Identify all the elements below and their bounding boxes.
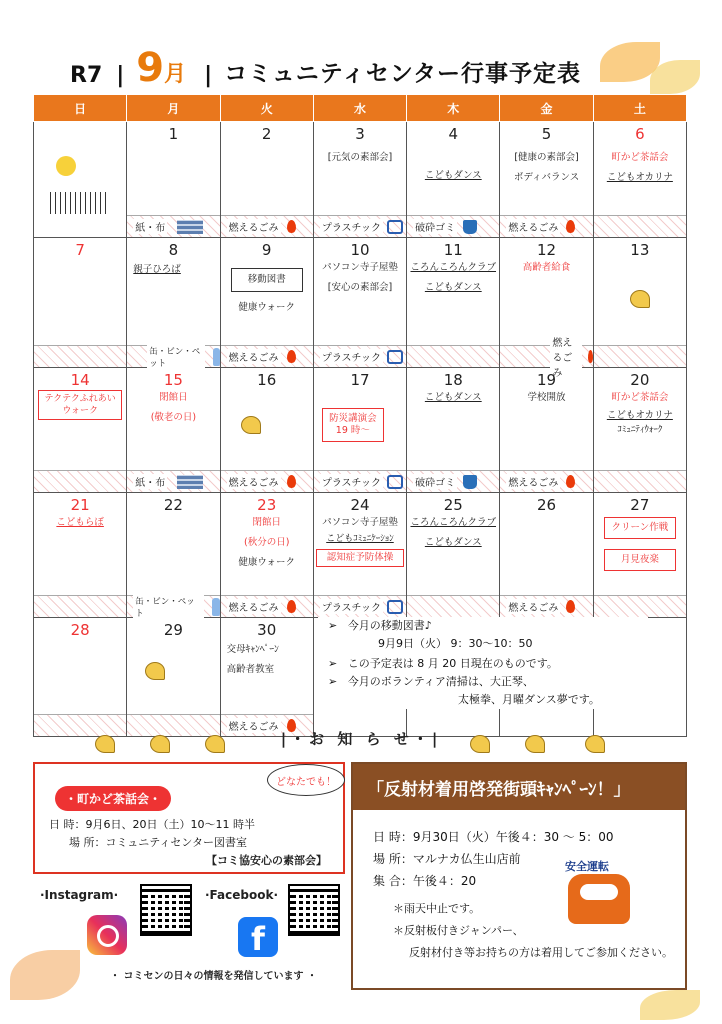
notice-heading: |・お 知 ら せ・| (280, 730, 442, 748)
calendar-day: 19 学校開放 燃えるごみ (500, 368, 593, 493)
calendar-day: 14 テクテクふれあい ウォーク (34, 368, 127, 493)
calendar-day: 11 ころんころんクラブ こどもダンス (407, 238, 500, 368)
recycle-icon (387, 600, 403, 614)
calendar-day: 13 (593, 238, 686, 368)
flame-icon (566, 600, 575, 613)
tea-party-title: ・町かど茶話会・ (55, 786, 171, 811)
garbage-collection: 破砕ゴミ (407, 470, 499, 492)
instagram-label: ·Instagram· (40, 888, 119, 902)
calendar-day: 24 パソコン寺子屋塾 こどもｺﾐｭﾆｹｰｼｮﾝ 認知症予防体操 プラスチック (313, 493, 406, 618)
paper-bundle-icon (177, 220, 203, 234)
calendar-day: 12 高齢者給食 燃えるごみ (500, 238, 593, 368)
monthly-info: ➢ 今月の移動図書♪ 9月9日（火） 9：30～10：50 ➢ この予定表は 8 月 20 日現在のものです。 ➢ 今月のボランティア清掃は、大正琴、 太極拳、月曜ダンス夢です。 (318, 617, 648, 709)
calendar-day: 26 燃えるごみ (500, 493, 593, 618)
garbage-collection: 燃えるごみ (221, 714, 313, 736)
garbage-collection: 燃えるごみ (500, 470, 592, 492)
bin-icon (463, 220, 477, 234)
weekday-header: 日 月 火 水 木 金 土 (34, 95, 687, 122)
calendar-day: 7 (34, 238, 127, 368)
garbage-collection: 燃えるごみ (500, 215, 592, 237)
flame-icon (588, 350, 593, 363)
garbage-collection: 紙・布 (127, 470, 219, 492)
flame-icon (287, 600, 296, 613)
facebook-icon[interactable]: f (238, 917, 278, 957)
calendar-day: 3 [元気の素部会] プラスチック (313, 122, 406, 238)
calendar-day: 28 (34, 618, 127, 737)
bottle-icon (212, 598, 220, 616)
calendar-day: 21 こどもらぼ (34, 493, 127, 618)
calendar-day: 29 (127, 618, 220, 737)
garbage-collection: プラスチック (314, 470, 406, 492)
car-icon (568, 874, 630, 924)
recycle-icon (387, 350, 403, 364)
autumn-leaf-decoration (640, 990, 700, 1020)
calendar-week (34, 238, 687, 368)
campaign-title: 「反射材着用啓発街頭ｷｬﾝﾍﾟｰﾝ！」 (353, 764, 685, 810)
speech-bubble: どなたでも！ (267, 764, 345, 796)
calendar-day: 15 閉館日 (敬老の日) 紙・布 (127, 368, 220, 493)
garbage-collection: 燃えるごみ (221, 470, 313, 492)
calendar-day (34, 122, 127, 238)
garbage-collection: 紙・布 (127, 215, 219, 237)
bottle-icon (213, 348, 219, 366)
garbage-collection: プラスチック (314, 595, 406, 617)
grass-illustration (50, 192, 110, 214)
calendar-day: 10 パソコン寺子屋塾 [安心の素部会] プラスチック (313, 238, 406, 368)
facebook-label: ·Facebook· (205, 888, 279, 902)
garbage-collection: 燃えるごみ (221, 215, 313, 237)
garbage-collection: 缶・ビン・ペット (127, 595, 219, 617)
calendar-week (34, 368, 687, 493)
ginkgo-leaf-icon (241, 416, 261, 434)
calendar-day: 23 閉館日 (秋分の日) 健康ウォーク 燃えるごみ (220, 493, 313, 618)
instagram-icon[interactable] (87, 915, 127, 955)
tea-party-notice: ・町かど茶話会・ どなたでも！ 日 時：9月6日、20日（土）10～11 時半 場 所：コミュニティセンター図書室 【コミ協安心の素部会】 (33, 762, 345, 874)
calendar-day: 9 移動図書 健康ウォーク 燃えるごみ (220, 238, 313, 368)
flame-icon (287, 475, 296, 488)
recycle-icon (387, 475, 403, 489)
ginkgo-leaf-icon (145, 662, 165, 680)
calendar-day: 16 燃えるごみ (220, 368, 313, 493)
sun-illustration (56, 156, 76, 176)
autumn-leaf-decoration (10, 950, 80, 1000)
calendar-day: 6 町かど茶話会 こどもオカリナ (593, 122, 686, 238)
calendar-day: 25 ころんころんクラブ こどもダンス (407, 493, 500, 618)
garbage-collection: 燃えるごみ (500, 345, 592, 367)
calendar-day: 20 町かど茶話会 こどもオカリナ ｺﾐｭﾆﾃｨｳｫｰｸ (593, 368, 686, 493)
garbage-collection: 燃えるごみ (221, 595, 313, 617)
calendar-day: 2 燃えるごみ (220, 122, 313, 238)
calendar-day: 27 クリーン作戦 月見夜楽 (593, 493, 686, 618)
instagram-qr-code[interactable] (140, 884, 192, 936)
paper-bundle-icon (177, 475, 203, 489)
garbage-collection: 破砕ゴミ (407, 215, 499, 237)
calendar-day: 17 防災講演会 19 時～ プラスチック (313, 368, 406, 493)
calendar-day: 5 [健康の素部会] ボディバランス 燃えるごみ (500, 122, 593, 238)
calendar-day: 22 缶・ビン・ペット (127, 493, 220, 618)
recycle-icon (387, 220, 403, 234)
calendar-week (34, 493, 687, 618)
flame-icon (287, 350, 296, 363)
safe-driving-label: 安全運転 (565, 860, 609, 873)
garbage-collection: 燃えるごみ (221, 345, 313, 367)
calendar-day: 18 こどもダンス 破砕ゴミ (407, 368, 500, 493)
garbage-collection: 燃えるごみ (500, 595, 592, 617)
calendar-day: 1 紙・布 (127, 122, 220, 238)
calendar-day: 8 親子ひろば 缶・ビン・ペット (127, 238, 220, 368)
campaign-notice: 「反射材着用啓発街頭ｷｬﾝﾍﾟｰﾝ！」 日 時：9月30日（火）午後４：30 ～ 5：00 場 所：マルナカ仏生山店前 集 合：午後４：20 ＊雨天中止です。 ＊反射板付きジャンパー、 反射材付き等お持ちの方は着用してご参加ください。 安全運転 (351, 762, 687, 990)
calendar-day: 4 こどもダンス 破砕ゴミ (407, 122, 500, 238)
footer-text: ・ コミセンの日々の情報を発信しています ・ (110, 971, 317, 982)
month-number: 9 (136, 45, 165, 91)
garbage-collection: プラスチック (314, 215, 406, 237)
calendar-week (34, 122, 687, 238)
garbage-collection: 缶・ビン・ペット (127, 345, 219, 367)
flame-icon (566, 220, 575, 233)
flame-icon (287, 220, 296, 233)
page-title: R7 | 9 月 | コミュニティセンター行事予定表 (70, 45, 581, 91)
bin-icon (463, 475, 477, 489)
calendar-day: 30 交母ｷｬﾝﾍﾟｰﾝ 高齢者教室 燃えるごみ (220, 618, 313, 737)
garbage-collection: プラスチック (314, 345, 406, 367)
flame-icon (566, 475, 575, 488)
facebook-qr-code[interactable] (288, 884, 340, 936)
ginkgo-leaf-icon (630, 290, 650, 308)
